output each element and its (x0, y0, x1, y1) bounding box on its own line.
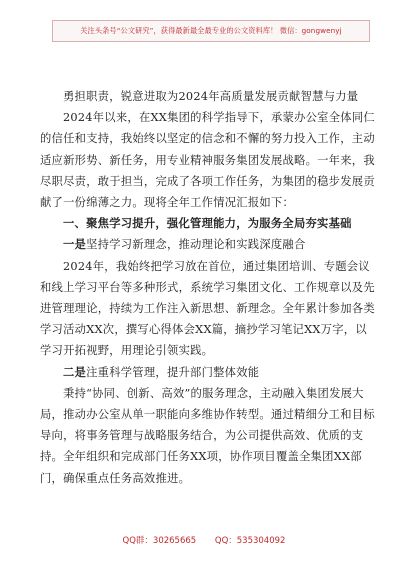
footer-contact (0, 534, 408, 546)
document-body (40, 86, 376, 489)
title-line: 勇担职责，锐意进取为2024年高质量发展贡献智慧与力量 (63, 90, 359, 103)
paragraph-sub1: 2024年，我始终把学习放在首位，通过集团培训、专题会议和线上学习平台等多种形式，系统学习集团文化、工作规章以及先进管理理论，持续为工作注入新思想、新理念。全年累计参加各类学习活动XX次，撰写心得体会XX篇，摘抄学习笔记XX万字，以学习开拓视野，用理论引领实践。 (40, 259, 375, 358)
subheading-1 (40, 234, 376, 255)
footer-qq: QQ：535304092 (214, 536, 286, 546)
subheading-1-title: 坚持学习新理念，推动理论和实践深度融合 (86, 238, 306, 252)
section-heading-1: 一、聚焦学习提升，强化管理能力，为服务全局夯实基础 (63, 216, 352, 231)
subheading-1-lead: 一是 (63, 237, 87, 252)
header-banner (52, 20, 370, 42)
subheading-2-title: 注重科学管理，提升部门整体效能 (86, 365, 260, 379)
paragraph-sub2: 秉持“协同、创新、高效”的服务理念，主动融入集团发展大局，推动办公室从单一职能向多维协作转型。通过精细分工和目标导向，将事务管理与战略服务结合，为公司提供高效、优质的支持。全年组织和完成部门任务XX项，协作项目覆盖全集团XX部门，确保重点任务高效推进。 (40, 386, 375, 485)
subheading-2-lead: 二是 (63, 364, 87, 379)
subheading-2 (40, 362, 376, 383)
intro-paragraph: 2024年以来，在XX集团的科学指导下，承蒙办公室全体同仁的信任和支持，我始终以坚定的信念和不懈的努力投入工作，主动适应新形势、新任务，用专业精神服务集团发展战略。一年来，我尽职尽责，敢于担当，完成了各项工作任务，为集团的稳步发展贡献了一份绵薄之力。现将全年工作情况汇报如下： (40, 111, 375, 210)
banner-text: 关注头条号“公文研究”，获得最新最全最专业的公文资料库！ 微信：gongwenyj (80, 26, 342, 35)
footer-qq-group: QQ群：30265665 (122, 536, 197, 546)
